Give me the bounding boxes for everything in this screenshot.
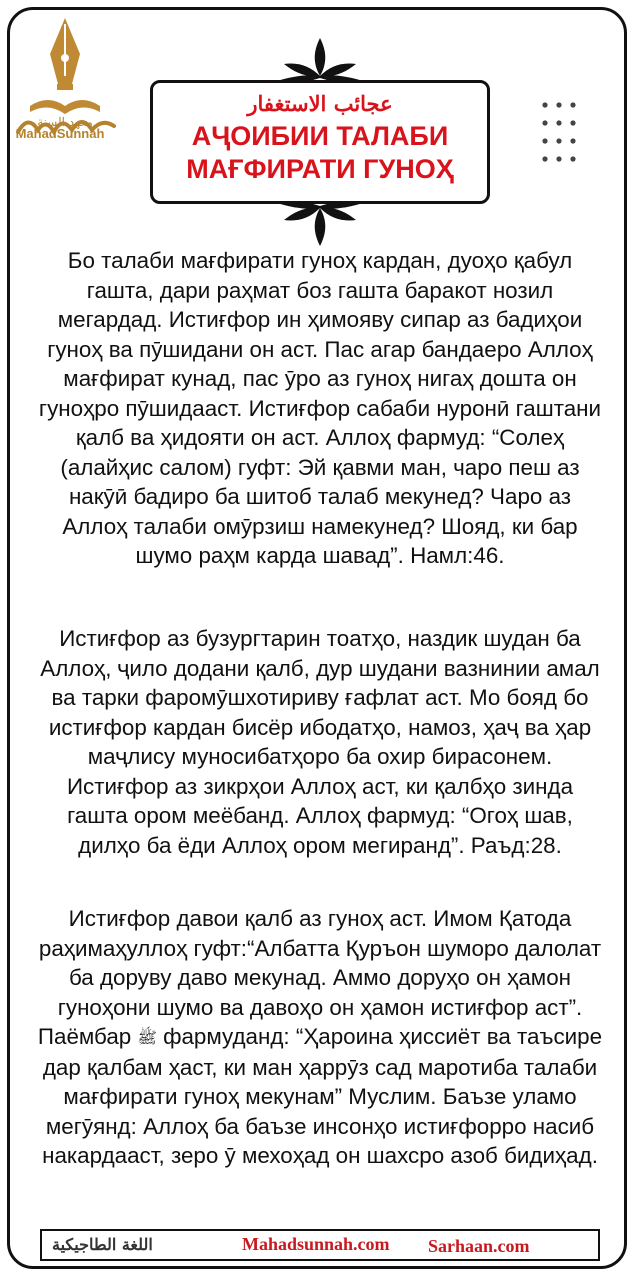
paragraph-1: Бо талаби мағфирати гуноҳ кардан, дуоҳо қабул гашта, дари раҳмат боз гашта баракот нозил мегардад. Истиғфор ин ҳимояву сипар аз бадиҳои гуноҳ ва пӯшидани он аст. Пас агар бандаеро Аллоҳ мағфират кунад, пас ӯро аз гуноҳ нигаҳ дошта он гуноҳро пӯшидааст. Истиғфор сабаби нуронӣ гаштани қалб ва ҳидояти он аст. Аллоҳ фармуд: “Солеҳ (алайҳис салом) гуфт: Эй қавми ман, чаро пеш аз накӯӣ бадиро ба шитоб талаб мекунед? Чаро аз Аллоҳ талаби омӯрзиш намекунед? Шояд, ки бар шумо раҳм карда шавад”. Намл:46. [38,248,602,568]
footer-bar [40,1229,600,1261]
title-line-2: МАҒФИРАТИ ГУНОҲ [186,154,454,184]
mahadsunnah-logo [10,14,120,144]
logo-arabic-text: معهد السنة [37,115,93,129]
title-line-1: АҶОИБИИ ТАЛАБИ [191,121,449,151]
flower-ornament-bottom-icon [270,200,370,248]
paragraph-3-part-b: фармуданд: “Ҳароина ҳиссиёт ва таъсире дар қалбам ҳаст, ки ман ҳаррӯз сад маротиба талаби мағфирати гуноҳ мекунам” Муслим. Баъзе уламо мегӯянд: Аллоҳ ба баъзе инсонҳо истиғфорро насиб накардааст, зеро ӯ мехоҳад он шахсро азоб бидиҳад. [42,1024,603,1169]
logo-text: MahadSunnah [15,126,105,141]
dots-grid-icon [540,100,580,164]
title-arabic: عجائب الاستغفار [247,91,393,116]
footer-site-sarhaan[interactable]: Sarhaan.com [428,1236,530,1256]
footer-arabic-label: اللغة الطاجيكية [52,1235,153,1254]
footer-site-mahadsunnah[interactable]: Mahadsunnah.com [242,1234,390,1254]
paragraph-3 [34,904,606,1171]
paragraph-2: Истиғфор аз бузургтарин тоатҳо, наздик шудан ба Аллоҳ, ҷило додани қалб, дур шудани вазнинии амал ва тарки фаромӯшхотириву ғафлат аст. Мо бояд бо истиғфор кардан бисёр ибодатҳо, намоз, ҳаҷ ва ҳар маҷлису муносибатҳоро ба охир бирасонем. Истиғфор аз зикрҳои Аллоҳ аст, ки қалбҳо зинда гашта ором меёбанд. Аллоҳ фармуд: “Огоҳ шав, дилҳо ба ёди Аллоҳ ором мегиранд”. Раъд:28. [40,626,600,858]
flower-ornament-top-icon [270,36,370,84]
salawat-symbol: ﷺ [137,1028,157,1048]
paragraph-3-part-a: Истиғфор давои қалб аз гуноҳ аст. Имом Қатода раҳимаҳуллоҳ гуфт:“Албатта Қуръон шуморо далолат ба доруву даво мекунад. Аммо доруҳо он ҳамон гуноҳони шумо ва давоҳо он ҳамон истиғфор аст”. Паёмбар [37,906,602,1049]
title-box [150,80,490,204]
